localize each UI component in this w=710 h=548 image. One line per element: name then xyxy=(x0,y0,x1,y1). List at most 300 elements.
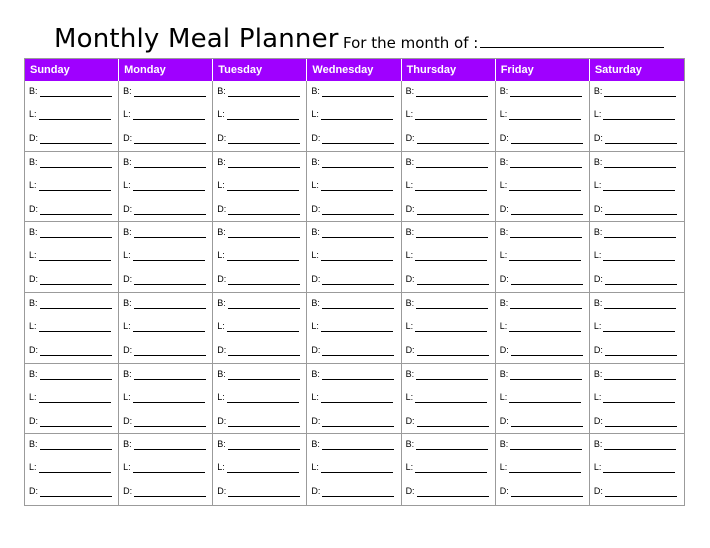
dinner-write-line[interactable] xyxy=(605,133,677,144)
lunch-label: L: xyxy=(499,391,508,402)
lunch-write-line[interactable] xyxy=(133,180,205,191)
breakfast-write-line[interactable] xyxy=(40,369,112,380)
dinner-write-line[interactable] xyxy=(322,486,394,497)
lunch-write-line[interactable] xyxy=(603,250,675,261)
dinner-write-line[interactable] xyxy=(417,133,489,144)
breakfast-entry xyxy=(311,226,396,240)
day-header-sunday: Sunday xyxy=(25,59,119,81)
dinner-write-line[interactable] xyxy=(605,204,677,215)
day-cell xyxy=(496,364,590,434)
breakfast-write-line[interactable] xyxy=(322,439,394,450)
breakfast-write-line[interactable] xyxy=(228,439,300,450)
dinner-write-line[interactable] xyxy=(322,274,394,285)
breakfast-label: B: xyxy=(499,297,509,308)
dinner-label: D: xyxy=(29,133,38,143)
day-cell xyxy=(496,434,590,505)
dinner-label: D: xyxy=(217,133,227,143)
lunch-label: L: xyxy=(123,320,131,331)
dinner-write-line[interactable] xyxy=(511,133,583,144)
lunch-write-line[interactable] xyxy=(321,462,393,473)
lunch-label: L: xyxy=(29,462,37,473)
lunch-entry xyxy=(29,249,114,263)
dinner-write-line[interactable] xyxy=(417,416,489,427)
lunch-write-line[interactable] xyxy=(133,250,205,261)
lunch-write-line[interactable] xyxy=(603,109,675,120)
dinner-label: D: xyxy=(311,133,321,143)
lunch-entry xyxy=(500,108,585,122)
lunch-label: L: xyxy=(405,109,414,119)
dinner-entry xyxy=(406,485,491,499)
lunch-label: L: xyxy=(123,391,131,402)
dinner-label: D: xyxy=(499,486,509,497)
breakfast-label: B: xyxy=(405,439,415,450)
lunch-entry xyxy=(123,249,208,263)
lunch-write-line[interactable] xyxy=(133,462,205,473)
dinner-entry xyxy=(594,132,680,146)
breakfast-entry xyxy=(500,226,585,240)
day-cell xyxy=(307,364,401,434)
lunch-write-line[interactable] xyxy=(415,180,487,191)
dinner-write-line[interactable] xyxy=(228,133,300,144)
breakfast-entry xyxy=(594,297,680,311)
lunch-write-line[interactable] xyxy=(133,109,205,120)
dinner-write-line[interactable] xyxy=(134,204,206,215)
breakfast-entry xyxy=(406,368,491,382)
lunch-entry xyxy=(594,179,680,193)
breakfast-write-line[interactable] xyxy=(416,369,488,380)
day-cell xyxy=(307,152,401,222)
dinner-write-line[interactable] xyxy=(228,486,300,497)
dinner-label: D: xyxy=(123,133,133,143)
breakfast-write-line[interactable] xyxy=(134,439,206,450)
dinner-write-line[interactable] xyxy=(322,345,394,356)
dinner-entry xyxy=(217,415,302,429)
dinner-write-line[interactable] xyxy=(511,204,583,215)
lunch-write-line[interactable] xyxy=(39,109,111,120)
breakfast-write-line[interactable] xyxy=(40,86,112,97)
dinner-entry xyxy=(29,203,114,217)
lunch-entry xyxy=(500,249,585,263)
dinner-write-line[interactable] xyxy=(134,345,206,356)
dinner-label: D: xyxy=(217,415,227,426)
breakfast-entry xyxy=(311,85,396,99)
breakfast-write-line[interactable] xyxy=(604,86,676,97)
dinner-write-line[interactable] xyxy=(134,486,206,497)
day-cell xyxy=(119,81,213,151)
breakfast-write-line[interactable] xyxy=(604,439,676,450)
lunch-label: L: xyxy=(405,320,414,331)
dinner-write-line[interactable] xyxy=(417,345,489,356)
breakfast-entry xyxy=(29,156,114,170)
month-field xyxy=(343,33,664,52)
dinner-write-line[interactable] xyxy=(228,274,300,285)
lunch-write-line[interactable] xyxy=(603,180,675,191)
breakfast-write-line[interactable] xyxy=(40,439,112,450)
dinner-write-line[interactable] xyxy=(40,486,112,497)
dinner-entry xyxy=(217,344,302,358)
lunch-label: L: xyxy=(499,320,508,331)
day-cell xyxy=(25,81,119,151)
day-cell xyxy=(496,293,590,363)
breakfast-entry xyxy=(500,368,585,382)
breakfast-write-line[interactable] xyxy=(510,157,582,168)
dinner-write-line[interactable] xyxy=(134,416,206,427)
dinner-label: D: xyxy=(217,203,227,214)
dinner-write-line[interactable] xyxy=(417,204,489,215)
lunch-write-line[interactable] xyxy=(39,250,111,261)
day-cell xyxy=(496,81,590,151)
day-cell xyxy=(590,152,684,222)
breakfast-label: B: xyxy=(123,156,132,167)
lunch-write-line[interactable] xyxy=(321,250,393,261)
lunch-write-line[interactable] xyxy=(227,180,299,191)
dinner-label: D: xyxy=(29,274,38,285)
lunch-write-line[interactable] xyxy=(603,462,675,473)
breakfast-write-line[interactable] xyxy=(134,157,206,168)
dinner-label: D: xyxy=(123,203,133,214)
lunch-write-line[interactable] xyxy=(509,462,581,473)
lunch-write-line[interactable] xyxy=(133,321,205,332)
lunch-write-line[interactable] xyxy=(509,180,581,191)
breakfast-write-line[interactable] xyxy=(322,369,394,380)
breakfast-entry xyxy=(123,85,208,99)
dinner-write-line[interactable] xyxy=(511,486,583,497)
dinner-write-line[interactable] xyxy=(417,486,489,497)
lunch-label: L: xyxy=(311,179,319,190)
breakfast-label: B: xyxy=(29,297,38,308)
lunch-label: L: xyxy=(499,250,508,261)
lunch-write-line[interactable] xyxy=(227,250,299,261)
dinner-write-line[interactable] xyxy=(322,416,394,427)
breakfast-write-line[interactable] xyxy=(134,369,206,380)
dinner-entry xyxy=(594,485,680,499)
lunch-entry xyxy=(594,391,680,405)
day-header-row xyxy=(25,59,684,81)
dinner-label: D: xyxy=(217,274,227,285)
dinner-entry xyxy=(29,344,114,358)
lunch-write-line[interactable] xyxy=(321,109,393,120)
dinner-write-line[interactable] xyxy=(134,133,206,144)
lunch-entry xyxy=(406,249,491,263)
dinner-label: D: xyxy=(405,274,415,285)
breakfast-label: B: xyxy=(29,368,38,379)
breakfast-label: B: xyxy=(217,368,226,379)
breakfast-write-line[interactable] xyxy=(416,439,488,450)
lunch-write-line[interactable] xyxy=(415,462,487,473)
dinner-label: D: xyxy=(405,203,415,214)
day-cell xyxy=(213,81,307,151)
lunch-entry xyxy=(500,461,585,475)
day-cell xyxy=(590,222,684,292)
breakfast-entry xyxy=(594,368,680,382)
lunch-entry xyxy=(311,108,396,122)
lunch-write-line[interactable] xyxy=(227,392,299,403)
lunch-write-line[interactable] xyxy=(227,321,299,332)
dinner-entry xyxy=(406,415,491,429)
breakfast-write-line[interactable] xyxy=(510,227,582,238)
breakfast-write-line[interactable] xyxy=(510,439,582,450)
dinner-write-line[interactable] xyxy=(605,486,677,497)
lunch-entry xyxy=(217,391,302,405)
dinner-write-line[interactable] xyxy=(511,345,583,356)
breakfast-write-line[interactable] xyxy=(134,227,206,238)
lunch-entry xyxy=(29,179,114,193)
breakfast-label: B: xyxy=(123,368,132,379)
day-header-saturday: Saturday xyxy=(594,64,642,76)
dinner-entry xyxy=(311,485,396,499)
breakfast-write-line[interactable] xyxy=(322,86,394,97)
breakfast-entry xyxy=(594,438,680,452)
breakfast-label: B: xyxy=(29,156,38,167)
dinner-label: D: xyxy=(311,415,321,426)
dinner-label: D: xyxy=(217,344,227,355)
dinner-label: D: xyxy=(499,274,509,285)
lunch-label: L: xyxy=(593,179,602,190)
lunch-entry xyxy=(217,108,302,122)
breakfast-label: B: xyxy=(499,156,509,167)
lunch-write-line[interactable] xyxy=(227,109,299,120)
day-cell xyxy=(213,152,307,222)
breakfast-label: B: xyxy=(593,156,603,167)
lunch-write-line[interactable] xyxy=(415,109,487,120)
lunch-write-line[interactable] xyxy=(133,392,205,403)
breakfast-write-line[interactable] xyxy=(322,298,394,309)
breakfast-label: B: xyxy=(499,86,509,96)
breakfast-label: B: xyxy=(311,368,320,379)
lunch-write-line[interactable] xyxy=(415,250,487,261)
breakfast-entry xyxy=(29,226,114,240)
dinner-entry xyxy=(594,344,680,358)
lunch-label: L: xyxy=(29,320,37,331)
dinner-write-line[interactable] xyxy=(605,274,677,285)
lunch-label: L: xyxy=(311,250,319,261)
breakfast-write-line[interactable] xyxy=(604,369,676,380)
lunch-label: L: xyxy=(405,179,414,190)
lunch-write-line[interactable] xyxy=(603,321,675,332)
lunch-label: L: xyxy=(29,250,37,261)
dinner-write-line[interactable] xyxy=(134,274,206,285)
dinner-entry xyxy=(123,485,208,499)
breakfast-label: B: xyxy=(29,439,38,450)
week-row xyxy=(25,222,684,293)
dinner-label: D: xyxy=(311,344,321,355)
lunch-write-line[interactable] xyxy=(321,392,393,403)
day-cell xyxy=(402,222,496,292)
day-cell xyxy=(496,222,590,292)
lunch-write-line[interactable] xyxy=(227,462,299,473)
breakfast-entry xyxy=(406,297,491,311)
dinner-label: D: xyxy=(405,133,415,143)
dinner-write-line[interactable] xyxy=(40,416,112,427)
dinner-write-line[interactable] xyxy=(322,204,394,215)
breakfast-entry xyxy=(406,438,491,452)
lunch-entry xyxy=(123,179,208,193)
lunch-label: L: xyxy=(405,250,414,261)
day-cell xyxy=(119,293,213,363)
breakfast-write-line[interactable] xyxy=(40,157,112,168)
breakfast-entry xyxy=(311,438,396,452)
day-cell xyxy=(402,434,496,505)
lunch-write-line[interactable] xyxy=(509,250,581,261)
breakfast-write-line[interactable] xyxy=(228,86,300,97)
dinner-write-line[interactable] xyxy=(322,133,394,144)
dinner-label: D: xyxy=(29,203,38,214)
lunch-label: L: xyxy=(217,179,225,190)
breakfast-write-line[interactable] xyxy=(510,86,582,97)
page-header xyxy=(0,20,710,60)
breakfast-write-line[interactable] xyxy=(416,157,488,168)
lunch-entry xyxy=(594,461,680,475)
dinner-write-line[interactable] xyxy=(40,274,112,285)
lunch-label: L: xyxy=(593,109,602,119)
lunch-entry xyxy=(500,320,585,334)
dinner-entry xyxy=(500,132,585,146)
breakfast-label: B: xyxy=(311,156,320,167)
breakfast-label: B: xyxy=(123,227,132,238)
breakfast-write-line[interactable] xyxy=(416,298,488,309)
week-row xyxy=(25,434,684,505)
dinner-write-line[interactable] xyxy=(511,416,583,427)
dinner-entry xyxy=(29,485,114,499)
lunch-entry xyxy=(311,391,396,405)
breakfast-entry xyxy=(217,85,302,99)
breakfast-entry xyxy=(594,156,680,170)
dinner-entry xyxy=(500,415,585,429)
breakfast-write-line[interactable] xyxy=(604,227,676,238)
breakfast-write-line[interactable] xyxy=(228,227,300,238)
breakfast-entry xyxy=(217,368,302,382)
lunch-write-line[interactable] xyxy=(39,462,111,473)
breakfast-write-line[interactable] xyxy=(228,369,300,380)
lunch-write-line[interactable] xyxy=(415,392,487,403)
lunch-write-line[interactable] xyxy=(509,321,581,332)
breakfast-entry xyxy=(29,297,114,311)
lunch-entry xyxy=(217,249,302,263)
dinner-label: D: xyxy=(499,344,509,355)
breakfast-write-line[interactable] xyxy=(510,298,582,309)
breakfast-entry xyxy=(123,297,208,311)
day-cell xyxy=(402,152,496,222)
lunch-write-line[interactable] xyxy=(39,321,111,332)
lunch-write-line[interactable] xyxy=(509,392,581,403)
lunch-entry xyxy=(123,320,208,334)
dinner-write-line[interactable] xyxy=(228,416,300,427)
breakfast-write-line[interactable] xyxy=(228,298,300,309)
lunch-write-line[interactable] xyxy=(321,321,393,332)
breakfast-entry xyxy=(123,226,208,240)
dinner-label: D: xyxy=(499,203,509,214)
lunch-write-line[interactable] xyxy=(39,180,111,191)
lunch-write-line[interactable] xyxy=(509,109,581,120)
dinner-write-line[interactable] xyxy=(228,345,300,356)
breakfast-write-line[interactable] xyxy=(416,86,488,97)
dinner-entry xyxy=(29,132,114,146)
breakfast-label: B: xyxy=(405,156,415,167)
lunch-entry xyxy=(217,320,302,334)
dinner-write-line[interactable] xyxy=(40,204,112,215)
breakfast-label: B: xyxy=(29,86,38,96)
lunch-write-line[interactable] xyxy=(39,392,111,403)
day-cell xyxy=(119,434,213,505)
breakfast-entry xyxy=(406,156,491,170)
breakfast-entry xyxy=(29,85,114,99)
breakfast-write-line[interactable] xyxy=(416,227,488,238)
breakfast-write-line[interactable] xyxy=(134,86,206,97)
dinner-label: D: xyxy=(29,486,38,497)
week-row xyxy=(25,293,684,364)
breakfast-write-line[interactable] xyxy=(604,298,676,309)
day-cell xyxy=(307,222,401,292)
lunch-label: L: xyxy=(593,391,602,402)
day-cell xyxy=(25,152,119,222)
breakfast-label: B: xyxy=(311,86,320,96)
dinner-write-line[interactable] xyxy=(40,345,112,356)
breakfast-entry xyxy=(29,438,114,452)
month-input-line[interactable] xyxy=(480,33,664,48)
lunch-label: L: xyxy=(593,320,602,331)
breakfast-entry xyxy=(123,438,208,452)
lunch-entry xyxy=(123,461,208,475)
dinner-write-line[interactable] xyxy=(417,274,489,285)
lunch-entry xyxy=(406,179,491,193)
lunch-entry xyxy=(29,391,114,405)
breakfast-write-line[interactable] xyxy=(40,227,112,238)
week-row xyxy=(25,364,684,435)
breakfast-entry xyxy=(217,226,302,240)
lunch-label: L: xyxy=(499,179,508,190)
breakfast-entry xyxy=(311,368,396,382)
breakfast-write-line[interactable] xyxy=(322,157,394,168)
breakfast-write-line[interactable] xyxy=(510,369,582,380)
dinner-label: D: xyxy=(593,415,603,426)
dinner-write-line[interactable] xyxy=(228,204,300,215)
dinner-write-line[interactable] xyxy=(40,133,112,144)
dinner-label: D: xyxy=(29,415,38,426)
breakfast-entry xyxy=(500,85,585,99)
dinner-entry xyxy=(217,203,302,217)
lunch-entry xyxy=(406,391,491,405)
dinner-entry xyxy=(217,485,302,499)
breakfast-entry xyxy=(311,156,396,170)
week-row xyxy=(25,81,684,152)
dinner-write-line[interactable] xyxy=(605,416,677,427)
lunch-label: L: xyxy=(311,109,319,119)
day-cell xyxy=(25,434,119,505)
breakfast-entry xyxy=(311,297,396,311)
dinner-label: D: xyxy=(123,274,133,285)
day-header-monday: Monday xyxy=(119,59,213,81)
dinner-entry xyxy=(594,415,680,429)
breakfast-entry xyxy=(123,368,208,382)
breakfast-write-line[interactable] xyxy=(134,298,206,309)
dinner-label: D: xyxy=(593,203,603,214)
dinner-write-line[interactable] xyxy=(511,274,583,285)
breakfast-write-line[interactable] xyxy=(322,227,394,238)
dinner-label: D: xyxy=(405,344,415,355)
lunch-entry xyxy=(217,179,302,193)
breakfast-write-line[interactable] xyxy=(228,157,300,168)
breakfast-write-line[interactable] xyxy=(40,298,112,309)
breakfast-write-line[interactable] xyxy=(604,157,676,168)
dinner-write-line[interactable] xyxy=(605,345,677,356)
lunch-write-line[interactable] xyxy=(321,180,393,191)
day-cell xyxy=(213,364,307,434)
lunch-write-line[interactable] xyxy=(415,321,487,332)
breakfast-label: B: xyxy=(217,439,226,450)
dinner-label: D: xyxy=(593,486,603,497)
lunch-write-line[interactable] xyxy=(603,392,675,403)
lunch-label: L: xyxy=(499,109,508,119)
